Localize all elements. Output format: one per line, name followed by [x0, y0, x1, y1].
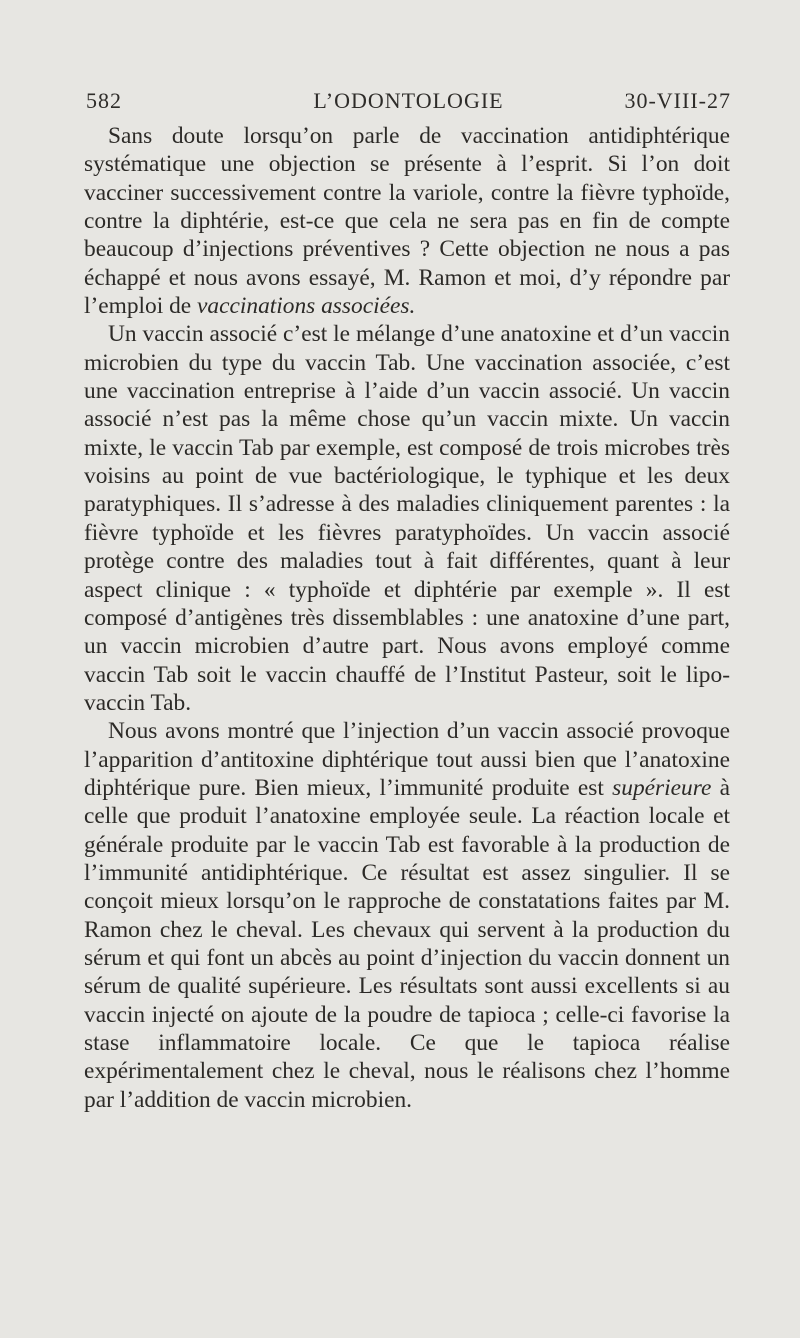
paragraph-text: Sans doute lorsqu’on parle de vaccination antidiphtérique systématique une objection se présente à l’esprit. Si l’on doit vacciner successivement contre la variole, contre la fièvre typhoïde, contre la diphtérie, est-ce que cela ne sera pas en fin de compte beaucoup d’injections préventives ? Cette objection ne nous a pas échappé et nous avons essayé, M. Ramon et moi, d’y répondre par l’emploi de — [84, 123, 730, 320]
page-number: 582 — [86, 88, 122, 113]
issue-date: 30-VIII-27 — [624, 88, 731, 113]
running-header — [86, 88, 731, 118]
emphasized-text: supérieure — [612, 774, 712, 801]
paragraph — [84, 122, 730, 320]
emphasized-text: vaccinations associées. — [197, 293, 416, 320]
article-body — [84, 122, 730, 1114]
paragraph-text: Nous avons montré que l’injection d’un vaccin associé provoque l’apparition d’antitoxine diphtérique tout aussi bien que l’anatoxine diphtérique pure. Bien mieux, l’immunité produite est — [84, 718, 730, 801]
paragraph-text: Un vaccin associé c’est le mélange d’une anatoxine et d’un vaccin microbien du type du vaccin Tab. Une vaccination associée, c’est une vaccination entreprise à l’aide d’un vaccin associé. Un vaccin associé n’est pas la même chose qu’un vaccin mixte. Un vaccin mixte, le vaccin Tab par exemple, est composé de trois microbes très voisins au point de vue bactériologique, le typhique et les deux paratyphiques. Il s’adresse à des maladies cliniquement parentes : la fièvre typhoïde et les fièvres paratyphoïdes. Un vaccin associé protège contre des maladies tout à fait différentes, quant à leur aspect clinique : « typhoïde et diphtérie par exemple ». Il est composé d’antigènes très dissemblables : une anatoxine d’une part, un vaccin microbien d’autre part. Nous avons employé comme vaccin Tab soit le vaccin chauffé de l’Institut Pasteur, soit le lipo-vaccin Tab. — [84, 321, 730, 716]
paragraph-text: à celle que produit l’anatoxine employée seule. La réaction locale et générale produite par le vaccin Tab est favorable à la production de l’immunité antidiphtérique. Ce résultat est assez singulier. Il se conçoit mieux lorsqu’on le rapproche de constatations faites par M. Ramon chez le cheval. Les chevaux qui servent à la production du sérum et qui font un abcès au point d’injection du vaccin donnent un sérum de qualité supérieure. Les résultats sont aussi excellents si au vaccin injecté on ajoute de la poudre de tapioca ; celle-ci favorise la stase inflammatoire locale. Ce que le tapioca réalise expérimentalement chez le cheval, nous le réalisons chez l’homme par l’addition de vaccin microbien. — [84, 774, 730, 1113]
journal-title: L’ODONTOLOGIE — [313, 88, 504, 113]
paragraph — [84, 717, 730, 1114]
paragraph — [84, 320, 730, 717]
